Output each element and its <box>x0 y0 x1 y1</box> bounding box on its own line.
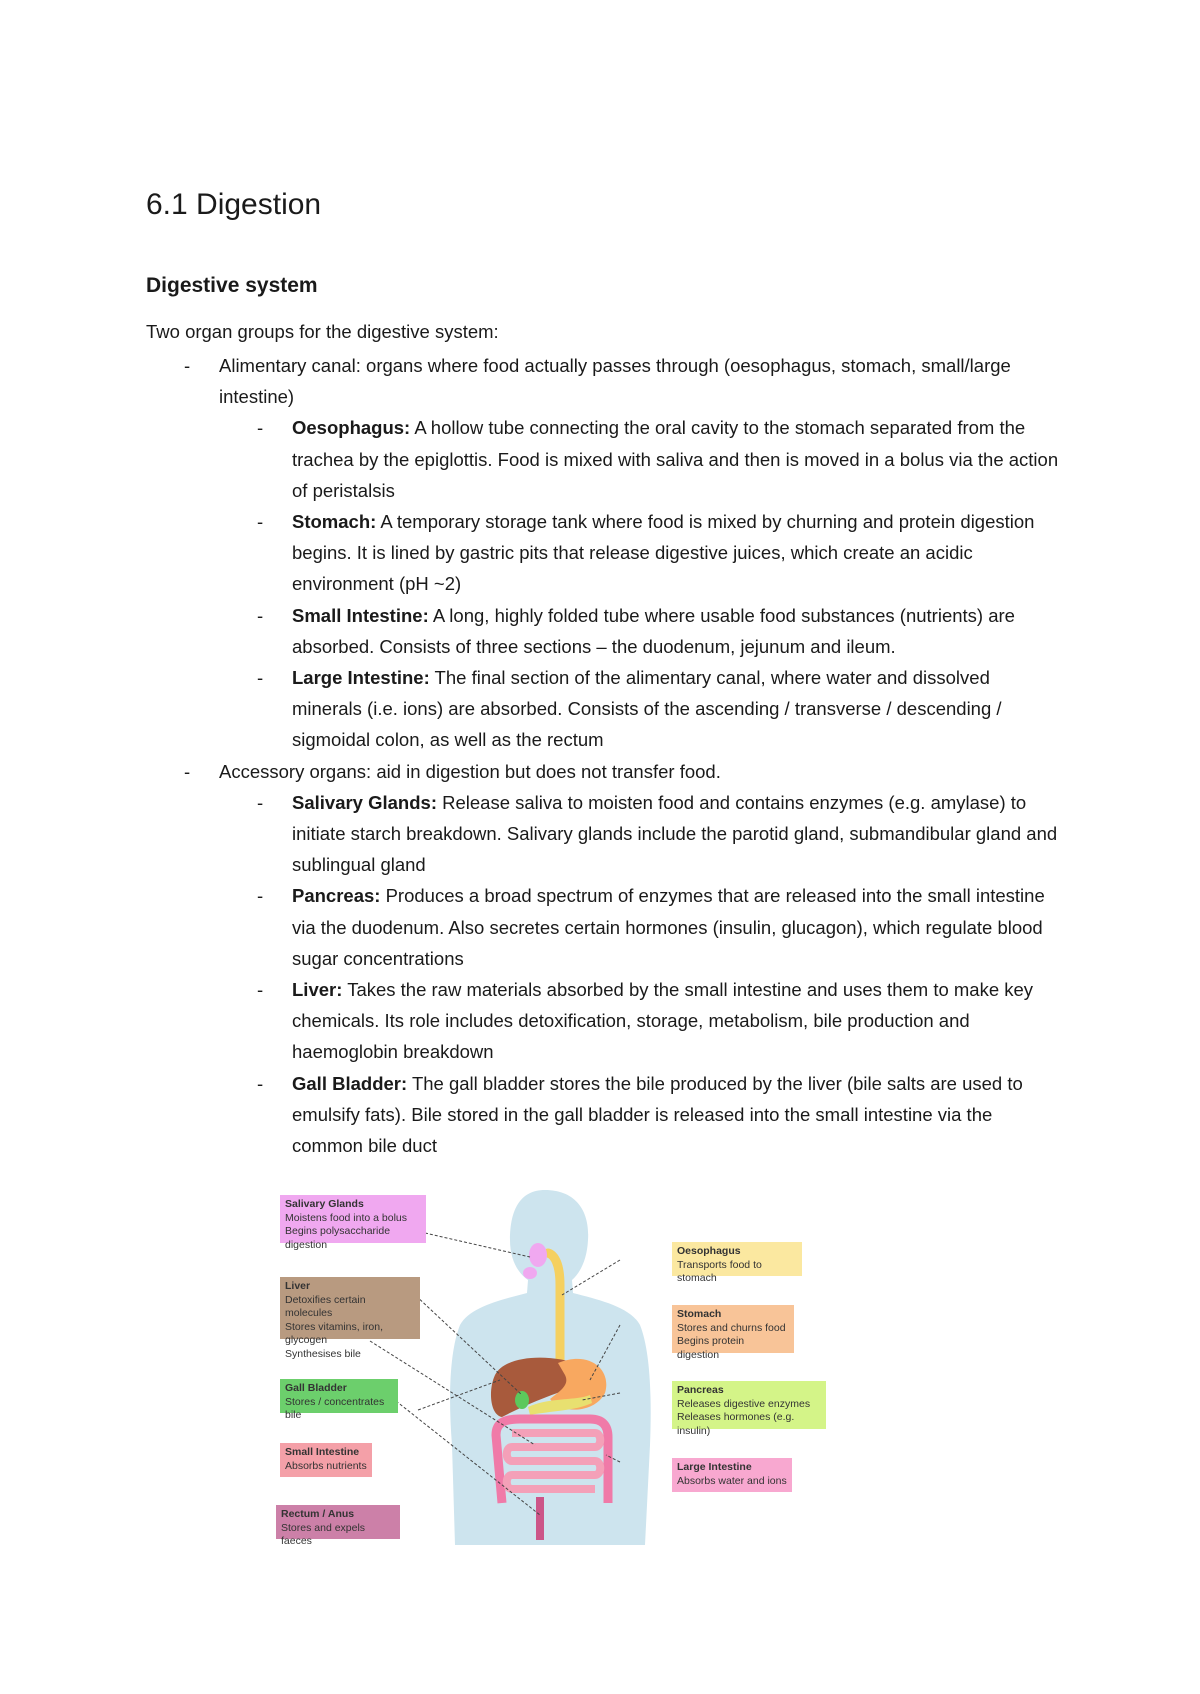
label-small-intestine <box>280 1443 372 1477</box>
list-item <box>0 662 1062 756</box>
bullet-dash: - <box>257 1072 264 1094</box>
term-label: Pancreas: <box>292 885 381 907</box>
label-line: Absorbs nutrients <box>285 1459 367 1472</box>
term-description: Release saliva to moisten food and contains enzymes (e.g. amylase) to initiate starch breakdown. Salivary glands include the parotid gland, submandibular gland and sublingual gland <box>292 791 1058 876</box>
digestive-system-diagram <box>281 1185 850 1547</box>
list-item-accessory <box>0 756 1059 787</box>
label-title: Pancreas <box>677 1384 724 1396</box>
term-description: The gall bladder stores the bile produced by the liver (bile salts are used to emulsify fats). Bile stored in the gall bladder is released into the small intestine via the common bile duct <box>292 1072 1023 1157</box>
list-item <box>0 600 1062 662</box>
bullet-dash: - <box>184 355 191 376</box>
label-line: Absorbs water and ions <box>677 1474 787 1487</box>
label-title: Salivary Glands <box>285 1198 364 1210</box>
term-label: Salivary Glands: <box>292 791 437 813</box>
list-item <box>0 1068 1062 1162</box>
term-label: Oesophagus: <box>292 417 411 439</box>
term-description: A hollow tube connecting the oral cavity to the stomach separated from the trachea by the epiglottis. Food is mixed with saliva and then is moved in a bolus via the action of peristalsis <box>292 417 1059 501</box>
salivary-gland-shape <box>523 1267 537 1279</box>
label-line: Stores / concentrates bile <box>285 1395 385 1421</box>
label-gall-bladder <box>280 1379 398 1421</box>
gall-bladder-shape <box>515 1391 529 1409</box>
label-salivary-glands <box>280 1195 426 1251</box>
label-liver <box>280 1277 420 1360</box>
term-description: A temporary storage tank where food is mixed by churning and protein digestion begins. It is lined by gastric pits that release digestive juices, which create an acidic environment (pH ~2) <box>292 511 1035 595</box>
label-pancreas <box>672 1381 826 1437</box>
bullet-dash: - <box>257 791 264 813</box>
label-line: Synthesises bile <box>285 1347 361 1360</box>
salivary-gland-shape <box>529 1243 547 1267</box>
label-line: Transports food to stomach <box>677 1258 762 1284</box>
label-large-intestine <box>672 1458 792 1492</box>
label-title: Oesophagus <box>677 1245 741 1257</box>
term-label: Stomach: <box>292 511 377 533</box>
term-description: A long, highly folded tube where usable food substances (nutrients) are absorbed. Consists of three sections – the duodenum, jejunum and ileum. <box>292 604 1015 657</box>
label-line: Detoxifies certain molecules <box>285 1293 366 1319</box>
label-line: Begins polysaccharide digestion <box>285 1225 391 1251</box>
section-heading: Digestive system <box>146 274 318 297</box>
term-label: Large Intestine: <box>292 667 430 689</box>
label-line: Releases digestive enzymes <box>677 1397 811 1410</box>
label-title: Gall Bladder <box>285 1382 347 1394</box>
term-description: Takes the raw materials absorbed by the small intestine and uses them to make key chemicals. Its role includes detoxification, storage, metabolism, bile production and haemoglobin breakdown <box>292 979 1034 1063</box>
label-title: Small Intestine <box>285 1446 360 1458</box>
label-title: Rectum / Anus <box>281 1508 355 1520</box>
label-stomach <box>672 1305 794 1361</box>
term-label: Liver: <box>292 979 343 1001</box>
page-title: 6.1 Digestion <box>146 188 322 221</box>
list-item <box>0 880 1062 974</box>
label-title: Stomach <box>677 1308 722 1320</box>
term-description: Produces a broad spectrum of enzymes that are released into the small intestine via the duodenum. Also secretes certain hormones (insulin, glucagon), which regulate blood sugar concentrations <box>292 885 1045 969</box>
label-line: Moistens food into a bolus <box>285 1211 407 1224</box>
list-item <box>0 974 1062 1068</box>
content-list <box>0 350 1200 1161</box>
bullet-dash: - <box>257 979 264 1001</box>
bullet-dash: - <box>257 417 264 439</box>
alimentary-text: Alimentary canal: organs where food actually passes through (oesophagus, stomach, small/large intestine) <box>219 355 1011 408</box>
term-label: Gall Bladder: <box>292 1072 408 1094</box>
label-line: Stores and expels faeces <box>281 1521 366 1547</box>
accessory-text: Accessory organs: aid in digestion but does not transfer food. <box>219 760 721 782</box>
label-line: Releases hormones (e.g. insulin) <box>677 1411 795 1437</box>
bullet-dash: - <box>257 604 264 626</box>
label-line: Stores vitamins, iron, glycogen <box>285 1320 384 1346</box>
term-description: The final section of the alimentary canal, where water and dissolved minerals (i.e. ions) are absorbed. Consists of the ascending / transverse / descending / sigmoidal colon, as well as the rectum <box>292 667 1002 751</box>
label-title: Large Intestine <box>677 1461 752 1473</box>
bullet-dash: - <box>184 760 191 782</box>
term-label: Small Intestine: <box>292 604 429 626</box>
label-line: Begins protein digestion <box>677 1335 745 1361</box>
label-rectum-anus <box>276 1505 400 1547</box>
list-item-alimentary <box>0 350 1059 412</box>
label-oesophagus <box>672 1242 802 1284</box>
bullet-dash: - <box>257 511 264 533</box>
bullet-dash: - <box>257 885 264 907</box>
list-item <box>0 506 1062 600</box>
bullet-dash: - <box>257 667 264 689</box>
list-item <box>0 787 1062 881</box>
list-item <box>0 412 1062 506</box>
intro-text: Two organ groups for the digestive system: <box>146 321 499 342</box>
label-line: Stores and churns food <box>677 1321 786 1334</box>
label-title: Liver <box>285 1280 311 1292</box>
